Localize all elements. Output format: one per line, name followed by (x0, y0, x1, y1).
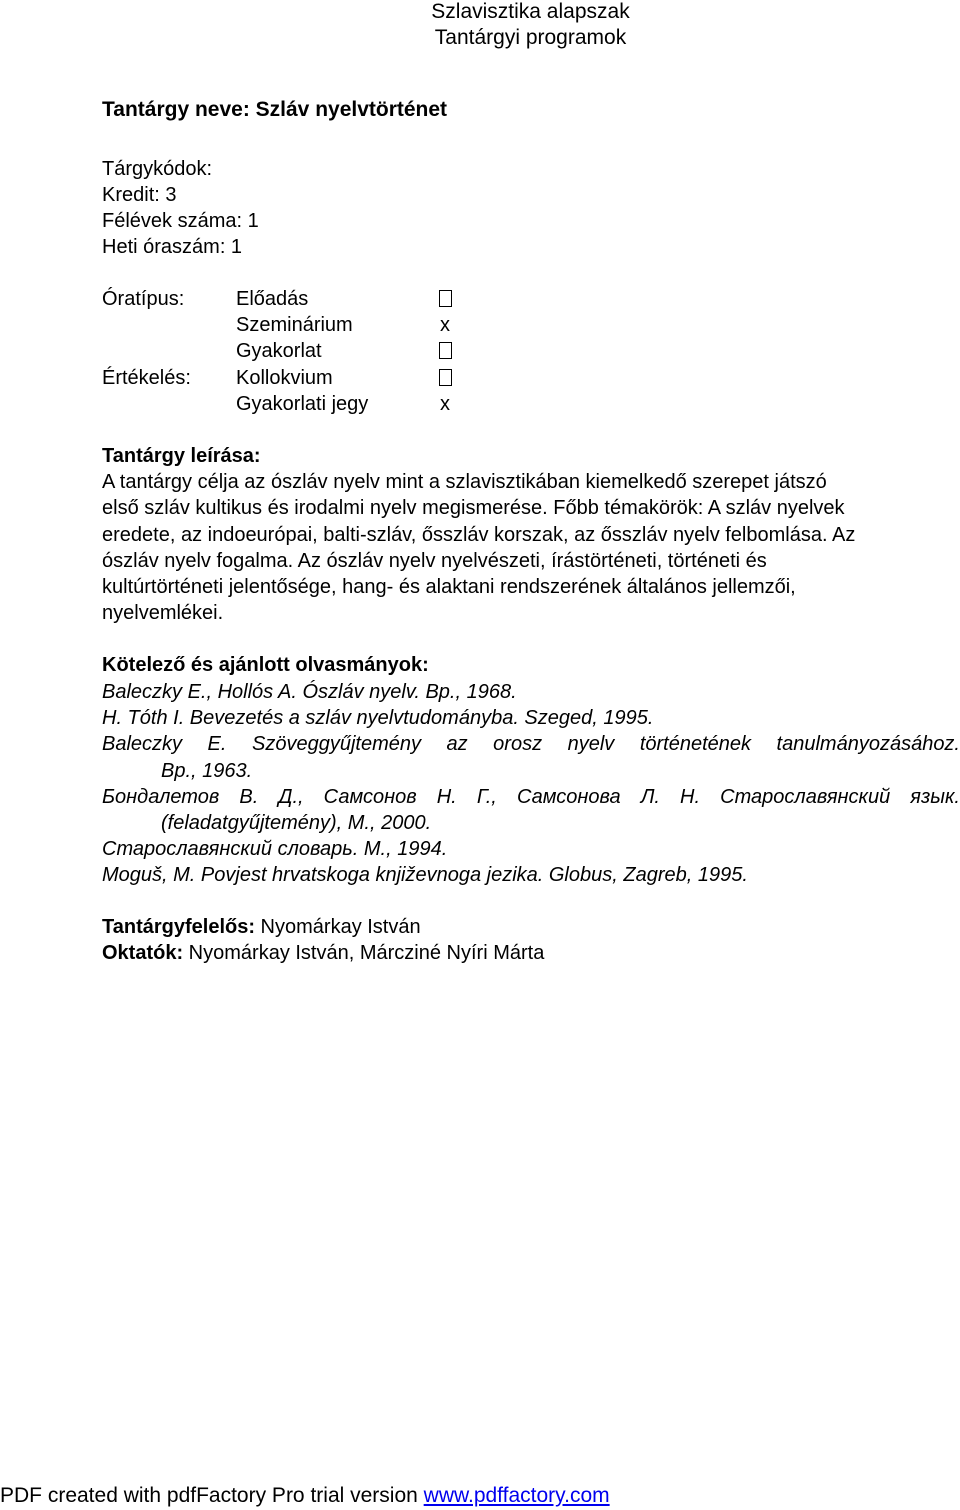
course-responsible-name: Nyomárkay István (255, 916, 421, 938)
empty-checkbox-icon (439, 369, 452, 386)
pdf-footer (0, 1484, 610, 1508)
class-type-checkbox (436, 287, 454, 311)
header-program-name: Szlavisztika alapszak (431, 0, 630, 23)
empty-checkbox-icon (439, 290, 452, 307)
course-teachers (102, 941, 544, 965)
description-line: első szláv kultikus és irodalmi nyelv megismerése. Főbb témakörök: A szláv nyelvek (102, 497, 845, 519)
course-weekly-hours: Heti óraszám: 1 (102, 236, 243, 258)
reading-item: Moguš, M. Povjest hrvatskoga književnoga jezika. Globus, Zagreb, 1995. (102, 864, 748, 886)
assessment-mark: x (440, 393, 450, 415)
course-teachers-label: Oktatók: (102, 942, 184, 964)
reading-item: Baleczky E. Szöveggyűjtemény az orosz nyelv történetének tanulmányozásához. (102, 733, 960, 755)
course-teachers-names: Nyomárkay István, Márcziné Nyíri Márta (183, 942, 545, 964)
readings-heading: Kötelező és ajánlott olvasmányok: (102, 654, 429, 676)
class-type-option: Gyakorlat (236, 340, 322, 362)
reading-item: Baleczky E., Hollós A. Ószláv nyelv. Bp., 1968. (102, 681, 517, 703)
class-type-checkbox (436, 339, 454, 363)
reading-item-continuation: (feladatgyűjtemény), М., 2000. (161, 812, 432, 834)
course-responsible-label: Tantárgyfelelős: (102, 916, 255, 938)
description-line: eredete, az indoeurópai, balti-szláv, ősszláv korszak, az ősszláv nyelv felbomlása. Az (102, 524, 856, 546)
empty-checkbox-icon (439, 342, 452, 359)
class-type-label: Óratípus: (102, 288, 185, 310)
assessment-label: Értékelés: (102, 367, 191, 389)
description-line: ószláv nyelv fogalma. Az ószláv nyelv nyelvészeti, írástörténeti, történeti és (102, 550, 767, 572)
assessment-option: Kollokvium (236, 367, 333, 389)
header-document-type: Tantárgyi programok (434, 26, 627, 49)
reading-item: H. Tóth I. Bevezetés a szláv nyelvtudományba. Szeged, 1995. (102, 707, 654, 729)
pdf-footer-text: PDF created with pdfFactory Pro trial version (0, 1484, 424, 1507)
reading-item-continuation: Bp., 1963. (161, 760, 253, 782)
description-line: nyelvemlékei. (102, 602, 224, 624)
class-type-option: Előadás (236, 288, 309, 310)
course-responsible (102, 915, 421, 939)
assessment-checkbox (436, 366, 454, 390)
description-heading: Tantárgy leírása: (102, 445, 261, 467)
class-type-option: Szeminárium (236, 314, 353, 336)
description-line: A tantárgy célja az ószláv nyelv mint a szlavisztikában kiemelkedő szerepet játszó (102, 471, 827, 493)
assessment-option: Gyakorlati jegy (236, 393, 369, 415)
reading-item: Бондалетов В. Д., Самсонов Н. Г., Самсонова Л. Н. Старославянский язык. (102, 786, 960, 808)
pdffactory-link[interactable]: www.pdffactory.com (423, 1484, 610, 1507)
course-credits: Kredit: 3 (102, 184, 177, 206)
course-codes: Tárgykódok: (102, 158, 213, 180)
description-line: kultúrtörténeti jelentősége, hang- és alaktani rendszerének általános jellemzői, (102, 576, 796, 598)
course-title: Tantárgy neve: Szláv nyelvtörténet (102, 98, 448, 121)
reading-item: Старославянский словарь. М., 1994. (102, 838, 448, 860)
class-type-mark: x (440, 314, 450, 336)
course-semesters: Félévek száma: 1 (102, 210, 259, 232)
